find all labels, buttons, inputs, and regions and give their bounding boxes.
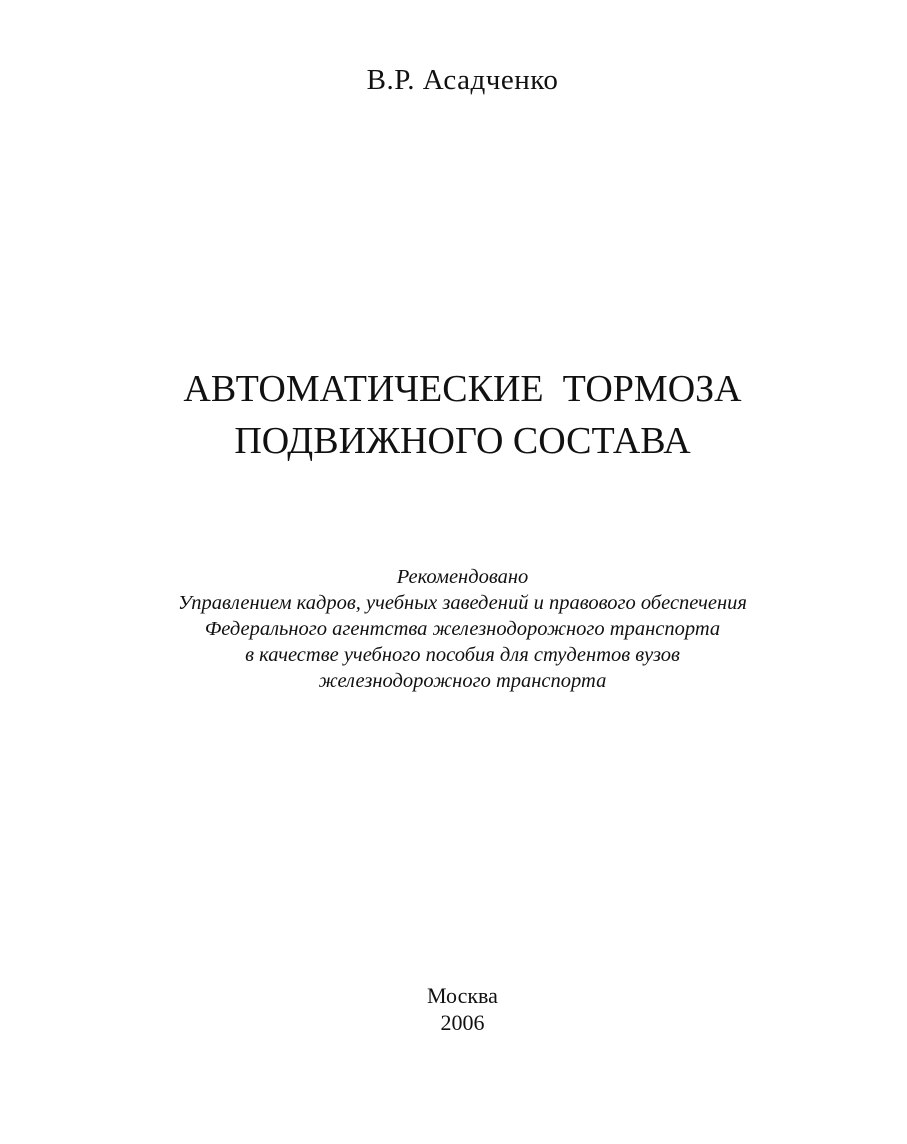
recommendation-line: Управлением кадров, учебных заведений и правового обеспечения <box>178 592 747 614</box>
recommendation-line: железнодорожного транспорта <box>318 670 607 692</box>
book-title-line-2: ПОДВИЖНОГО СОСТАВА <box>234 420 691 462</box>
publication-year: 2006 <box>440 1010 485 1035</box>
book-title-line-1: АВТОМАТИЧЕСКИЕ ТОРМОЗА <box>183 368 742 410</box>
recommendation-line: Федерального агентства железнодорожного транспорта <box>204 618 721 640</box>
book-title <box>0 363 907 467</box>
imprint <box>0 982 907 1036</box>
author-name: В.Р. Асадченко <box>366 64 559 96</box>
recommendation-line: Рекомендовано <box>396 566 529 588</box>
recommendation-block <box>0 564 907 694</box>
recommendation-line: в качестве учебного пособия для студентов вузов <box>245 644 680 666</box>
publication-city: Москва <box>427 983 498 1008</box>
